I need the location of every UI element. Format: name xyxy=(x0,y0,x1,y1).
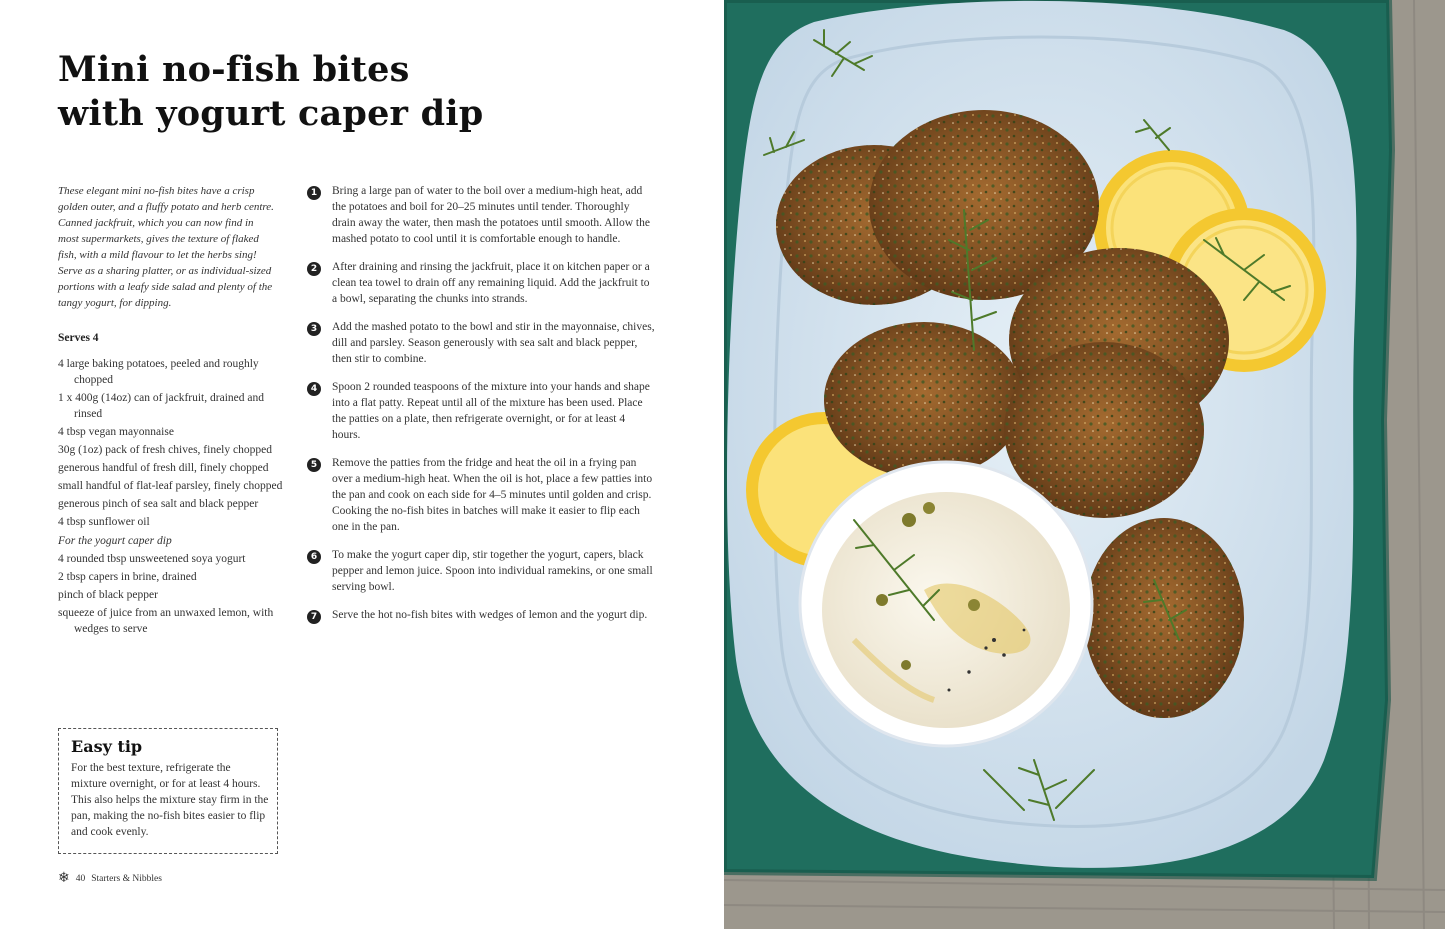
ingredient-item: generous pinch of sea salt and black pepper xyxy=(58,498,259,510)
step-text: Bring a large pan of water to the boil over a medium-high heat, add the potatoes and boil for 20–25 minutes until tender. Thoroughly drain away the water, then mash the potatoes until smooth. Allow the mashed potato to cool until it is comfortable enough to handle. xyxy=(332,185,650,245)
ingredient-item: generous handful of fresh dill, finely chopped xyxy=(58,462,269,474)
method-step xyxy=(305,259,655,307)
page-number: 40 xyxy=(75,873,86,884)
step-number-badge: 2 xyxy=(307,262,321,276)
ingredient-item: 30g (1oz) pack of fresh chives, finely chopped xyxy=(58,444,272,456)
recipe-title-line-1: Mini no-fish bites xyxy=(58,49,410,90)
easy-tip-body: For the best texture, refrigerate the mixture overnight, or for at least 4 hours. This also helps the mixture stay firm in the pan, making the no-fish bites easier to flip and cook evenly. xyxy=(71,762,269,838)
snowflake-icon: ❄ xyxy=(58,871,70,886)
recipe-title-line-2: with yogurt caper dip xyxy=(58,93,484,134)
ingredients-list xyxy=(58,356,288,639)
fritter xyxy=(824,322,1024,478)
recipe-intro: These elegant mini no-fish bites have a crisp golden outer, and a fluffy potato and herb centre. Canned jackfruit, which you can now find in most supermarkets, gives the texture of flaked fish, with a mild flavour to let the herbs sing! Serve as a sharing platter, or as individual-sized portions with a leafy side salad and plenty of the tangy yogurt, for dipping. xyxy=(58,185,274,309)
method-step xyxy=(305,379,655,443)
step-text: Serve the hot no-fish bites with wedges of lemon and the yogurt dip. xyxy=(332,609,648,621)
page-footer xyxy=(58,870,162,887)
method-step xyxy=(305,319,655,367)
step-number-badge: 6 xyxy=(307,550,321,564)
dip-ingredient-item: 2 tbsp capers in brine, drained xyxy=(58,571,197,583)
method-step xyxy=(305,547,655,595)
step-text: Add the mashed potato to the bowl and stir in the mayonnaise, chives, dill and parsley. Season generously with sea salt and black pepper, then stir to combine. xyxy=(332,321,655,365)
step-number-badge: 1 xyxy=(307,186,321,200)
step-number-badge: 7 xyxy=(307,610,321,624)
method-step xyxy=(305,183,655,247)
method-step xyxy=(305,607,655,623)
step-text: To make the yogurt caper dip, stir together the yogurt, capers, black pepper and lemon juice. Spoon into individual ramekins, or one small serving bowl. xyxy=(332,549,653,593)
method-step xyxy=(305,455,655,535)
method-steps xyxy=(305,183,655,635)
dip-ingredient-item: squeeze of juice from an unwaxed lemon, with wedges to serve xyxy=(58,607,274,635)
step-number-badge: 5 xyxy=(307,458,321,472)
ingredient-item: 1 x 400g (14oz) can of jackfruit, drained and rinsed xyxy=(58,392,264,420)
step-number-badge: 3 xyxy=(307,322,321,336)
recipe-title xyxy=(58,48,618,136)
serves-label: Serves 4 xyxy=(58,332,99,344)
dip-ingredient-item: pinch of black pepper xyxy=(58,589,158,601)
ingredient-item: 4 large baking potatoes, peeled and roughly chopped xyxy=(58,358,259,386)
easy-tip-box xyxy=(58,728,278,854)
yogurt-dip-bowl xyxy=(800,462,1092,746)
step-text: Spoon 2 rounded teaspoons of the mixture into your hands and shape into a flat patty. Repeat until all of the mixture has been used. Place the patties on a plate, then refrigerate overnight, or for at least 4 hours. xyxy=(332,381,650,441)
step-text: After draining and rinsing the jackfruit, place it on kitchen paper or a clean tea towel to drain off any remaining liquid. Add the jackfruit to a bowl, separating the chunks into strands. xyxy=(332,261,650,305)
step-number-badge: 4 xyxy=(307,382,321,396)
ingredient-item: small handful of flat-leaf parsley, finely chopped xyxy=(58,480,283,492)
fritter xyxy=(1084,518,1244,718)
dip-ingredients-heading: For the yogurt caper dip xyxy=(58,535,172,547)
dip-ingredient-item: 4 rounded tbsp unsweetened soya yogurt xyxy=(58,553,246,565)
ingredient-item: 4 tbsp vegan mayonnaise xyxy=(58,426,174,438)
ingredient-item: 4 tbsp sunflower oil xyxy=(58,516,150,528)
easy-tip-title: Easy tip xyxy=(71,737,143,756)
food-photo xyxy=(724,0,1445,929)
section-name: Starters & Nibbles xyxy=(91,873,162,884)
step-text: Remove the patties from the fridge and heat the oil in a frying pan over a medium-high heat. When the oil is hot, place a few patties into the pan and cook on each side for 4–5 minutes until golden and crisp. Cooking the no-fish bites in batches will make it easier to flip each one in the pan. xyxy=(332,457,653,533)
